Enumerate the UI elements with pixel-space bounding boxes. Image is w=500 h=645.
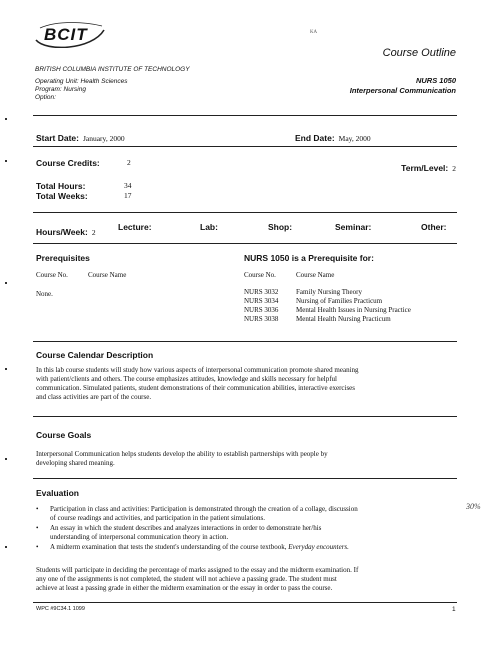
divider xyxy=(33,115,457,116)
evaluation-closing: Students will participate in deciding the percentage of marks assigned to the essay and the midterm examination. If any one of the assignments is not completed, the student will not achieve a passing grade. The student must achieve at least a passing grade in either the midterm examination or the essay in order to pass the course. xyxy=(36,566,359,592)
term-level-label: Term/Level: xyxy=(401,163,449,173)
form-code: WPC #9C34.1 1099 xyxy=(36,606,85,612)
calendar-heading: Course Calendar Description xyxy=(36,350,154,360)
prerequisites-heading: Prerequisites xyxy=(36,253,90,263)
divider xyxy=(33,212,457,213)
prerequisite-for-list xyxy=(244,288,459,324)
total-weeks-label: Total Weeks: xyxy=(36,191,88,201)
program: Program: Nursing xyxy=(35,86,86,93)
evaluation-heading: Evaluation xyxy=(36,488,79,498)
end-date-label: End Date: xyxy=(295,133,335,143)
list-item: • Participation in class and activities: Participation is demonstrated through the creation of a collage, discussion of course readings and activities, and participation in the patient simulations. xyxy=(36,505,462,523)
hours-week-value: 2 xyxy=(91,228,96,237)
course-credits-label: Course Credits: xyxy=(36,158,100,168)
option: Option: xyxy=(35,94,56,101)
list-item: NURS 3032 Family Nursing Theory xyxy=(244,288,362,296)
divider xyxy=(33,478,457,479)
start-date-value: January, 2000 xyxy=(82,134,125,143)
end-date xyxy=(295,128,371,146)
end-date-value: May, 2000 xyxy=(338,134,371,143)
goals-heading: Course Goals xyxy=(36,430,92,440)
scan-speck xyxy=(5,546,7,548)
calendar-description: In this lab course students will study how various aspects of interpersonal communication promote shared meaning with patient/clients and others. The course emphasizes attitudes, knowledge and skills necessary for helpful communication. Simulated patients, student demonstrations of their communication abilities, interactive exercises and class activities are part of the course. xyxy=(36,366,359,401)
scan-speck xyxy=(5,282,7,284)
term-level xyxy=(401,158,456,176)
institute-name: BRITISH COLUMBIA INSTITUTE OF TECHNOLOGY xyxy=(35,66,190,73)
scan-speck xyxy=(5,368,7,370)
divider xyxy=(33,602,457,603)
course-name: Interpersonal Communication xyxy=(349,86,456,95)
start-date-label: Start Date: xyxy=(36,133,79,143)
prereqfor-col-course-no: Course No. xyxy=(244,271,276,279)
lab-label: Lab: xyxy=(200,222,218,232)
list-item: • A midterm examination that tests the student's understanding of the course textbook, Everyday encounters. xyxy=(36,543,462,552)
logo-text: BCIT xyxy=(44,25,88,44)
other-label: Other: xyxy=(421,222,447,232)
document-title: Course Outline xyxy=(382,47,456,59)
list-item: NURS 3036 Mental Health Issues in Nursing Practice xyxy=(244,306,411,314)
lecture-label: Lecture: xyxy=(118,222,152,232)
prereqfor-col-course-name: Course Name xyxy=(296,271,335,279)
operating-unit: Operating Unit: Health Sciences xyxy=(35,78,128,85)
divider xyxy=(33,146,457,147)
total-hours-label: Total Hours: xyxy=(36,181,86,191)
shop-label: Shop: xyxy=(268,222,293,232)
prereq-value: None. xyxy=(36,290,53,298)
course-credits-value: 2 xyxy=(127,158,131,167)
handwritten-scribble: ᴷᴬ xyxy=(310,28,318,37)
page-number: 1 xyxy=(452,606,456,613)
scan-speck xyxy=(5,160,7,162)
scan-speck xyxy=(5,458,7,460)
list-item: NURS 3038 Mental Health Nursing Practicum xyxy=(244,315,391,323)
margin-note: 30% xyxy=(466,502,481,511)
divider xyxy=(33,416,457,417)
evaluation-list xyxy=(36,505,462,553)
list-item: NURS 3034 Nursing of Families Practicum xyxy=(244,297,383,305)
divider xyxy=(33,243,457,244)
term-level-value: 2 xyxy=(452,164,456,173)
prerequisite-for-heading: NURS 1050 is a Prerequisite for: xyxy=(244,253,374,263)
course-code: NURS 1050 xyxy=(415,76,456,85)
goals-text: Interpersonal Communication helps students develop the ability to establish partnerships with people by developing shared meaning. xyxy=(36,450,328,467)
total-weeks-value: 17 xyxy=(124,191,132,200)
seminar-label: Seminar: xyxy=(335,222,372,232)
list-item: • An essay in which the student describes and analyzes interactions in order to demonstrate her/his understanding of interpersonal communication theory in action. xyxy=(36,524,462,542)
prereq-col-course-no: Course No. xyxy=(36,271,68,279)
scan-speck xyxy=(5,118,7,120)
hours-per-week xyxy=(36,222,96,240)
divider xyxy=(33,341,457,342)
prereq-col-course-name: Course Name xyxy=(88,271,127,279)
hours-week-label: Hours/Week: xyxy=(36,227,88,237)
total-hours-value: 34 xyxy=(124,181,132,190)
start-date xyxy=(36,128,125,146)
bcit-logo xyxy=(34,22,106,48)
